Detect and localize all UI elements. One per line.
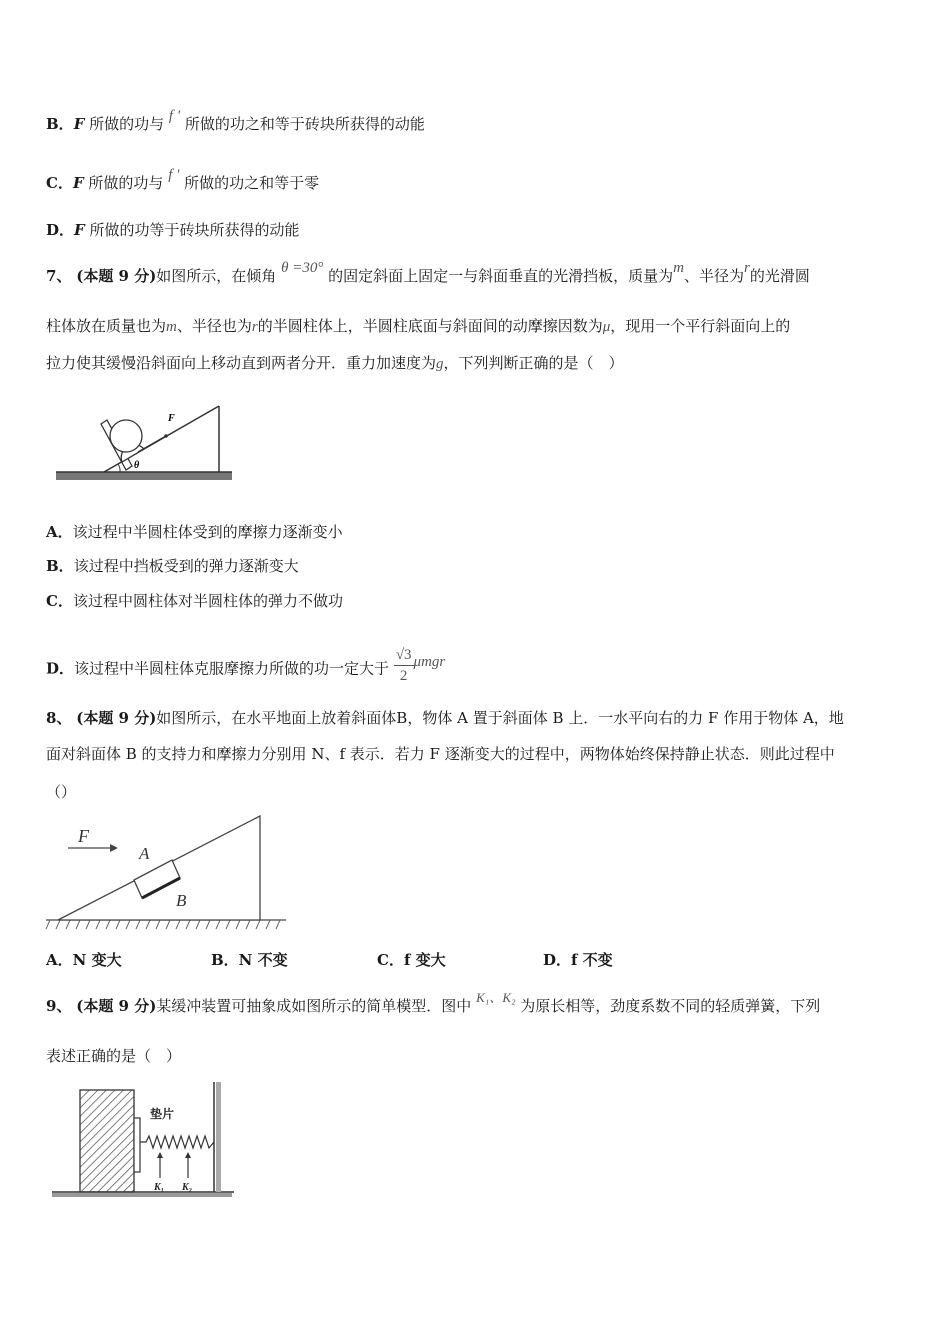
q8-incline-figure (44, 812, 288, 934)
force-f-label: F (78, 826, 89, 846)
f-prime-symbol: f ′ (168, 167, 180, 183)
k1-label: K₁ (154, 1182, 165, 1193)
option-label: B． (46, 115, 74, 133)
block-a-label: A (139, 844, 150, 863)
q7-stem-line1: 7、 (本题 9 分)如图所示，在倾角 θ =30° 的固定斜面上固定一与斜面垂直的光滑挡板，质量为m、半径为r的光滑圆 (46, 260, 810, 285)
sqrt3-over-2-fraction: $\frac{√3}{2}$ (395, 647, 412, 684)
q7-option-a: A．该过程中半圆柱体受到的摩擦力逐渐变小 (46, 523, 343, 541)
q8-option-b: B．N 不变 (211, 951, 288, 969)
ground (56, 472, 232, 480)
q7-incline-figure (54, 388, 236, 486)
q8-option-c: C．f 变大 (377, 951, 446, 969)
k2-symbol: K₂ (502, 990, 516, 1005)
q7-stem-line3: 拉力使其缓慢沿斜面向上移动直到两者分开．重力加速度为g，下列判断正确的是（ ） (46, 354, 624, 372)
q8-option-d: D．f 不变 (543, 951, 613, 969)
pad (134, 1118, 140, 1172)
theta-formula: θ =30° (281, 260, 324, 276)
q6-option-b: B．F 所做的功与 f ′ 所做的功之和等于砖块所获得的动能 (46, 108, 425, 133)
cylinder (110, 420, 142, 452)
force-label: F (168, 413, 175, 424)
q8-stem-line3: （） (46, 783, 77, 801)
q7-option-c: C．该过程中圆柱体对半圆柱体的弹力不做功 (46, 592, 343, 610)
spring (140, 1136, 214, 1148)
q9-stem-line2: 表述正确的是（ ） (46, 1047, 182, 1065)
pad-label: 垫片 (150, 1107, 175, 1121)
angle-label: θ (134, 460, 140, 471)
k1-symbol: K₁ (476, 990, 490, 1005)
q9-spring-figure (50, 1078, 236, 1202)
q6-option-c: C．F 所做的功与 f ′ 所做的功之和等于零 (46, 167, 320, 192)
q8-stem-line2: 面对斜面体 B 的支持力和摩擦力分别用 N、f 表示．若力 F 逐渐变大的过程中，两物体始终保持静止状态．则此过程中 (46, 745, 835, 763)
k2-label: K₂ (182, 1182, 193, 1193)
q8-option-a: A．N 变大 (46, 951, 122, 969)
q6-option-d: D．F 所做的功等于砖块所获得的动能 (46, 221, 300, 239)
q7-option-d: D．该过程中半圆柱体克服摩擦力所做的功一定大于 $\frac{√3}{2}$ μmgr (46, 647, 446, 684)
q8-stem-line1: 8、 (本题 9 分)如图所示，在水平地面上放着斜面体B，物体 A 置于斜面体 B 上．一水平向右的力 F 作用于物体 A，地 (46, 709, 844, 727)
q7-option-b: B．该过程中挡板受到的弹力逐渐变大 (46, 557, 299, 575)
q7-stem-line2: 柱体放在质量也为m、半径也为r的半圆柱体上，半圆柱底面与斜面间的动摩擦因数为μ，现用一个平行斜面向上的 (46, 317, 791, 335)
wedge-b-label: B (176, 891, 187, 910)
f-prime-symbol: f ′ (168, 108, 181, 124)
block (80, 1090, 134, 1192)
q9-stem-line1: 9、 (本题 9 分)某缓冲装置可抽象成如图所示的简单模型．图中 K₁、K₂ 为原长相等，劲度系数不同的轻质弹簧，下列 (46, 990, 821, 1015)
